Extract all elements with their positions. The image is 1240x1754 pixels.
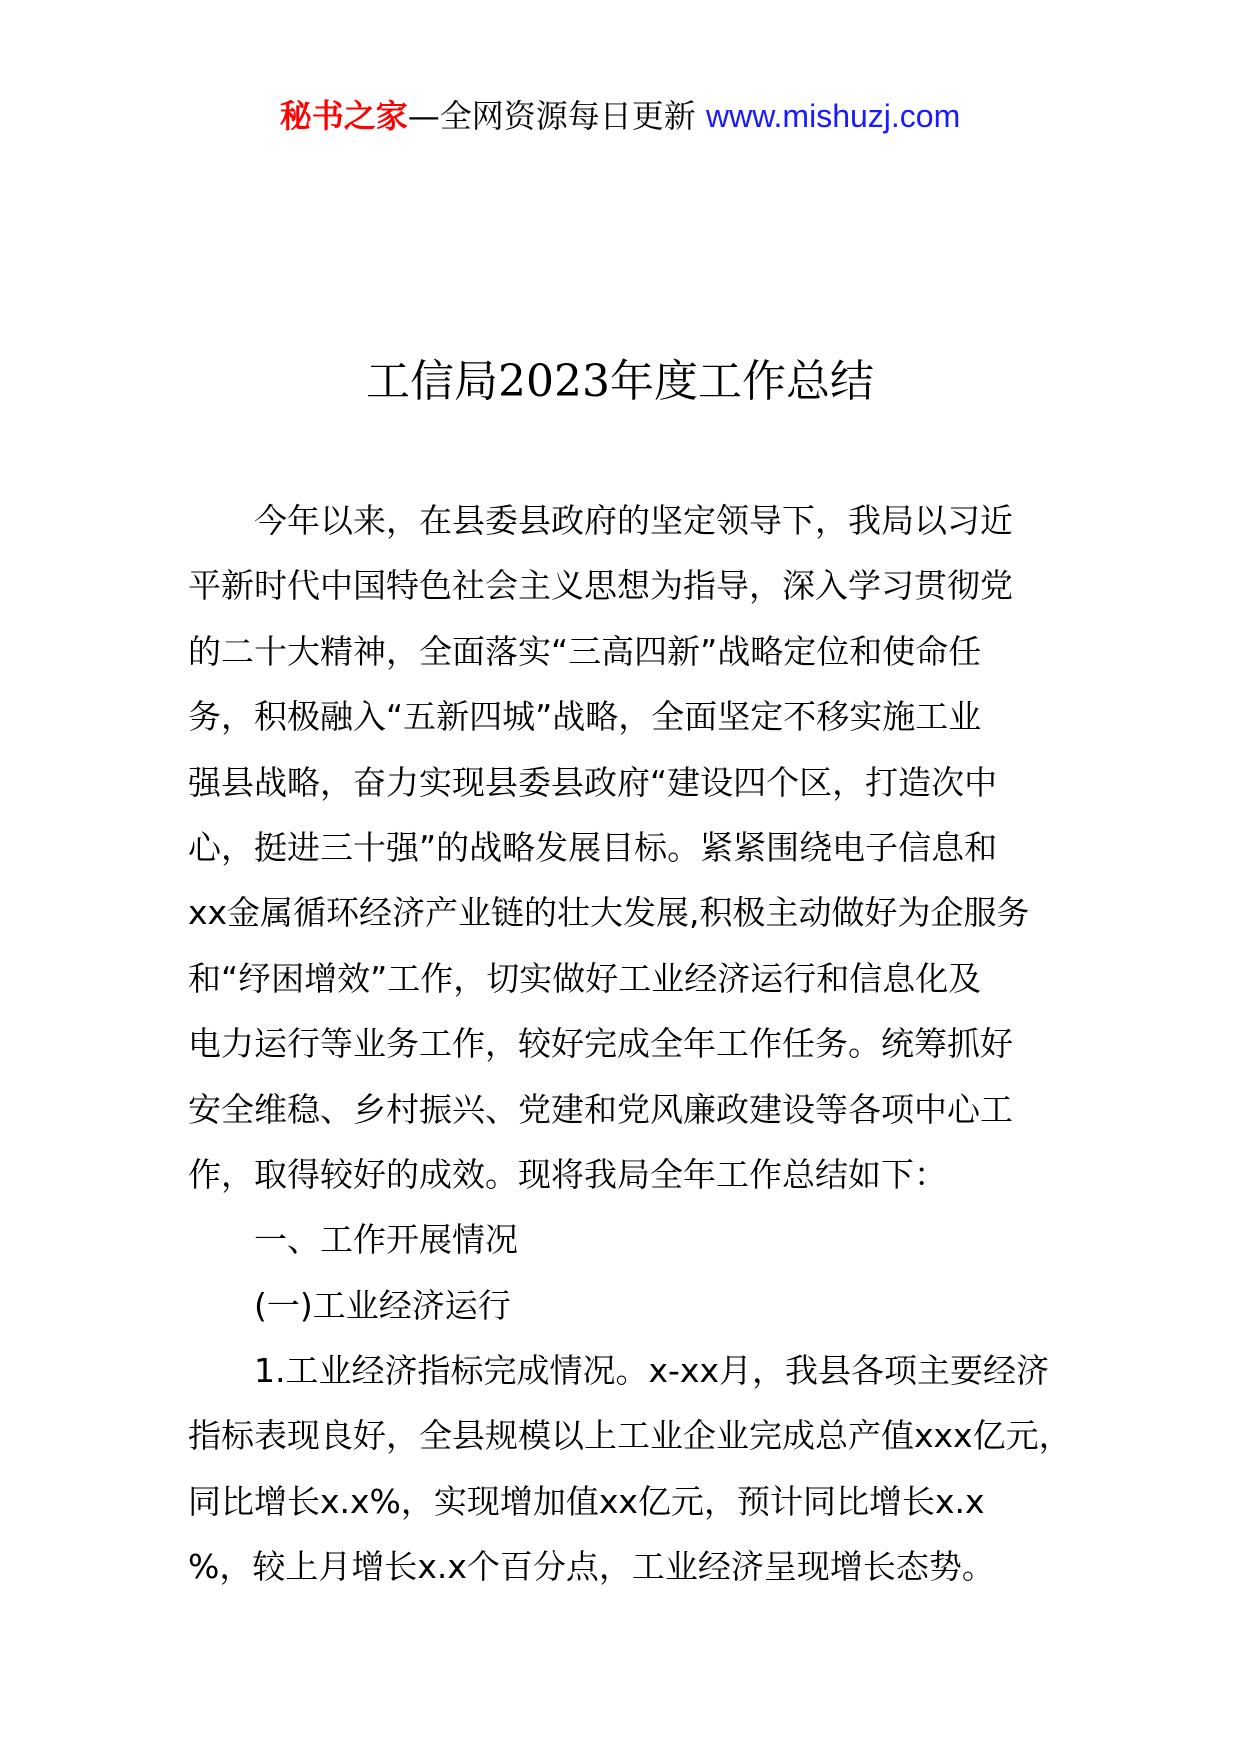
- body-line: 的二十大精神，全面落实“三高四新”战略定位和使命任: [188, 631, 982, 671]
- site-header: [0, 94, 1240, 138]
- section-heading: 一、工作开展情况: [254, 1220, 518, 1260]
- subsection-heading: (一)工业经济运行: [254, 1285, 511, 1325]
- body-line: 心，挺进三十强”的战略发展目标。紧紧围绕电子信息和: [188, 827, 998, 867]
- body-line: 平新时代中国特色社会主义思想为指导，深入学习贯彻党: [188, 566, 1013, 606]
- body-line: 和“纾困增效”工作，切实做好工业经济运行和信息化及: [188, 958, 982, 998]
- body-line: 强县战略，奋力实现县委县政府“建设四个区，打造次中: [188, 762, 998, 802]
- document-title: 工信局2023年度工作总结: [366, 356, 874, 407]
- body-line: 安全维稳、乡村振兴、党建和党风廉政建设等各项中心工: [188, 1089, 1013, 1129]
- brand-name: 秘书之家: [279, 97, 408, 135]
- site-url-link[interactable]: www.mishuzj.com: [705, 98, 961, 134]
- body-line: xx金属循环经济产业链的壮大发展,积极主动做好为企服务: [188, 893, 1030, 933]
- body-line: 同比增长x.x%，实现增加值xx亿元，预计同比增长x.x: [188, 1481, 985, 1521]
- body-line: 作，取得较好的成效。现将我局全年工作总结如下：: [188, 1154, 947, 1194]
- document-body: [188, 488, 1072, 1600]
- header-tagline: —全网资源每日更新: [407, 97, 706, 135]
- body-line: 指标表现良好，全县规模以上工业企业完成总产值xxx亿元，: [188, 1416, 1072, 1456]
- body-line: %，较上月增长x.x个百分点，工业经济呈现增长态势。: [188, 1547, 995, 1587]
- body-line: 电力运行等业务工作，较好完成全年工作任务。统筹抓好: [188, 1024, 1013, 1064]
- body-line: 今年以来，在县委县政府的坚定领导下，我局以习近: [254, 501, 1013, 540]
- body-line: 1.工业经济指标完成情况。x-xx月，我县各项主要经济: [254, 1351, 1049, 1391]
- body-line: 务，积极融入“五新四城”战略，全面坚定不移实施工业: [188, 697, 982, 737]
